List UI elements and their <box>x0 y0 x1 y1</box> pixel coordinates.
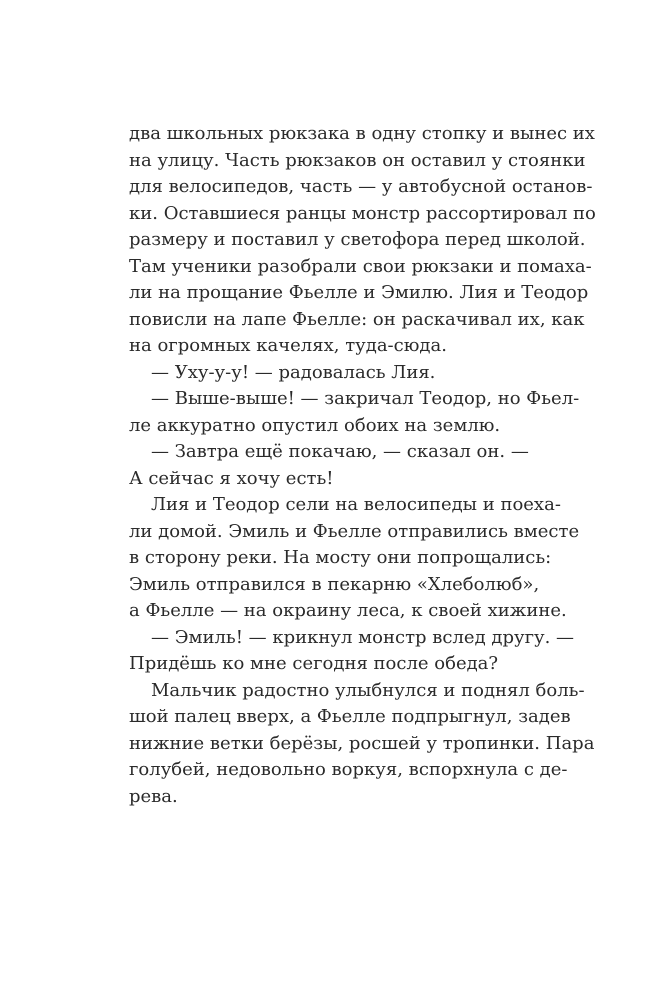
text-line: два школьных рюкзака в одну стопку и вынес их <box>129 123 595 144</box>
text-line: размеру и поставил у светофора перед школой. <box>129 229 586 250</box>
text-line: Там ученики разобрали свои рюкзаки и помаха- <box>129 255 592 277</box>
text-line: Мальчик радостно улыбнулся и поднял боль- <box>151 679 585 701</box>
paragraph <box>129 492 580 625</box>
body-text <box>129 121 596 810</box>
paragraph <box>129 439 529 492</box>
text-line: в сторону реки. На мосту они попрощались: <box>129 547 552 568</box>
text-line: повисли на лапе Фьелле: он раскачивал их, как <box>129 308 585 330</box>
paragraph <box>129 121 596 360</box>
text-line: на улицу. Часть рюкзаков он оставил у стоянки <box>129 149 586 171</box>
text-line: ле аккуратно опустил обоих на землю. <box>129 414 501 436</box>
text-line: голубей, недовольно воркуя, вспорхнула с де- <box>129 759 568 780</box>
text-line: — Выше-выше! — закричал Теодор, но Фьел- <box>151 388 580 409</box>
text-line: Лия и Теодор сели на велосипеды и поеха- <box>151 494 561 515</box>
text-line: для велосипедов, часть — у автобусной останов- <box>129 176 593 197</box>
text-line: ли на прощание Фьелле и Эмилю. Лия и Теодор <box>129 282 589 303</box>
paragraph <box>129 678 595 811</box>
text-line: Придёшь ко мне сегодня после обеда? <box>129 653 499 674</box>
text-line: ли домой. Эмиль и Фьелле отправились вместе <box>129 520 580 542</box>
text-line: ки. Оставшиеся ранцы монстр рассортировал по <box>129 202 596 224</box>
text-line: шой палец вверх, а Фьелле подпрыгнул, задев <box>129 706 571 727</box>
paragraph <box>129 386 580 439</box>
text-line: на огромных качелях, туда-сюда. <box>129 335 447 356</box>
text-line: рева. <box>129 785 178 807</box>
text-line: А сейчас я хочу есть! <box>129 467 334 489</box>
text-line: — Уху-у-у! — радовалась Лия. <box>151 361 436 383</box>
text-line: нижние ветки берёзы, росшей у тропинки. Пара <box>129 732 595 754</box>
text-line: Эмиль отправился в пекарню «Хлеболюб», <box>129 573 540 595</box>
paragraph <box>129 360 516 387</box>
paragraph <box>129 625 575 678</box>
text-line: — Эмиль! — крикнул монстр вслед другу. — <box>151 626 575 648</box>
text-line: а Фьелле — на окраину леса, к своей хижине. <box>129 600 567 621</box>
text-line: — Завтра ещё покачаю, — сказал он. — <box>151 441 529 462</box>
